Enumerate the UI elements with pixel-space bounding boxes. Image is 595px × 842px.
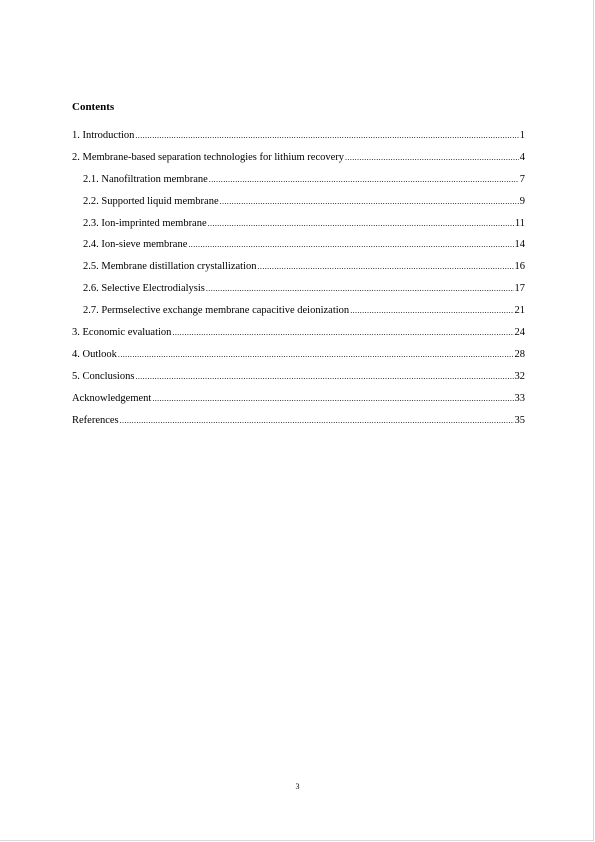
toc-entry-page: 1: [519, 130, 525, 141]
toc-dot-leader: [350, 304, 513, 318]
toc-dot-leader: [172, 326, 513, 340]
toc-dot-leader: [120, 414, 514, 428]
toc-entry-page: 4: [519, 151, 525, 163]
toc-entry-page: 16: [514, 261, 525, 273]
toc-entry-title: 3. Economic evaluation: [72, 327, 172, 339]
toc-dot-leader: [118, 348, 514, 362]
toc-entry-conclusions[interactable]: [72, 370, 525, 392]
toc-dot-leader: [258, 260, 514, 274]
toc-entry-page: 28: [514, 348, 525, 360]
toc-entry-title: 5. Conclusions: [72, 370, 135, 382]
toc-entry-page: 35: [514, 414, 525, 426]
toc-entry-title: 2. Membrane-based separation technologies for lithium recovery: [72, 151, 345, 163]
toc-entry-ion-sieve[interactable]: [72, 238, 525, 260]
toc-entry-membrane-separation[interactable]: [72, 151, 525, 173]
toc-entry-outlook[interactable]: [72, 348, 525, 370]
toc-entry-selective-electrodialysis[interactable]: [72, 282, 525, 304]
toc-dot-leader: [135, 129, 518, 143]
toc-entry-page: 21: [514, 305, 525, 317]
toc-entry-page: 14: [514, 239, 525, 251]
toc-entry-page: 33: [514, 392, 525, 404]
toc-entry-nanofiltration[interactable]: [72, 173, 525, 195]
toc-entry-page: 9: [519, 195, 525, 207]
toc-dot-leader: [152, 392, 513, 406]
toc-entry-references[interactable]: [72, 414, 525, 436]
toc-dot-leader: [206, 282, 514, 296]
toc-entry-title: 1. Introduction: [72, 130, 135, 141]
page-number: 3: [295, 782, 300, 791]
toc-entry-economic-evaluation[interactable]: [72, 326, 525, 348]
toc-dot-leader: [209, 173, 519, 187]
toc-entry-acknowledgement[interactable]: [72, 392, 525, 414]
toc-entry-title: 2.4. Ion-sieve membrane: [83, 239, 188, 251]
toc-entry-page: 17: [514, 283, 525, 295]
toc-entry-ion-imprinted[interactable]: [72, 217, 525, 239]
toc-entry-title: 2.1. Nanofiltration membrane: [83, 173, 208, 185]
toc-dot-leader: [208, 217, 514, 231]
toc-dot-leader: [345, 151, 519, 165]
toc-entry-page: 32: [514, 370, 525, 382]
toc-entry-title: 2.2. Supported liquid membrane: [83, 195, 219, 207]
toc-dot-leader: [188, 238, 513, 252]
toc-entry-page: 24: [514, 327, 525, 339]
toc-entry-title: 2.6. Selective Electrodialysis: [83, 283, 205, 295]
toc-entry-title: 2.3. Ion-imprinted membrane: [83, 217, 207, 229]
table-of-contents: [72, 129, 525, 435]
toc-entry-supported-liquid[interactable]: [72, 195, 525, 217]
toc-entry-page: 11: [514, 217, 525, 229]
toc-dot-leader: [220, 195, 519, 209]
toc-entry-capacitive-deionization[interactable]: [72, 304, 525, 326]
toc-entry-introduction[interactable]: [72, 129, 525, 151]
toc-entry-title: 2.7. Permselective exchange membrane capacitive deionization: [83, 305, 350, 317]
contents-heading: Contents: [72, 101, 115, 113]
toc-dot-leader: [135, 370, 513, 384]
toc-entry-membrane-distillation[interactable]: [72, 260, 525, 282]
toc-entry-page: 7: [519, 173, 525, 185]
toc-entry-title: References: [72, 414, 119, 426]
toc-entry-title: 2.5. Membrane distillation crystallization: [83, 261, 257, 273]
toc-entry-title: Acknowledgement: [72, 392, 152, 404]
toc-entry-title: 4. Outlook: [72, 348, 117, 360]
